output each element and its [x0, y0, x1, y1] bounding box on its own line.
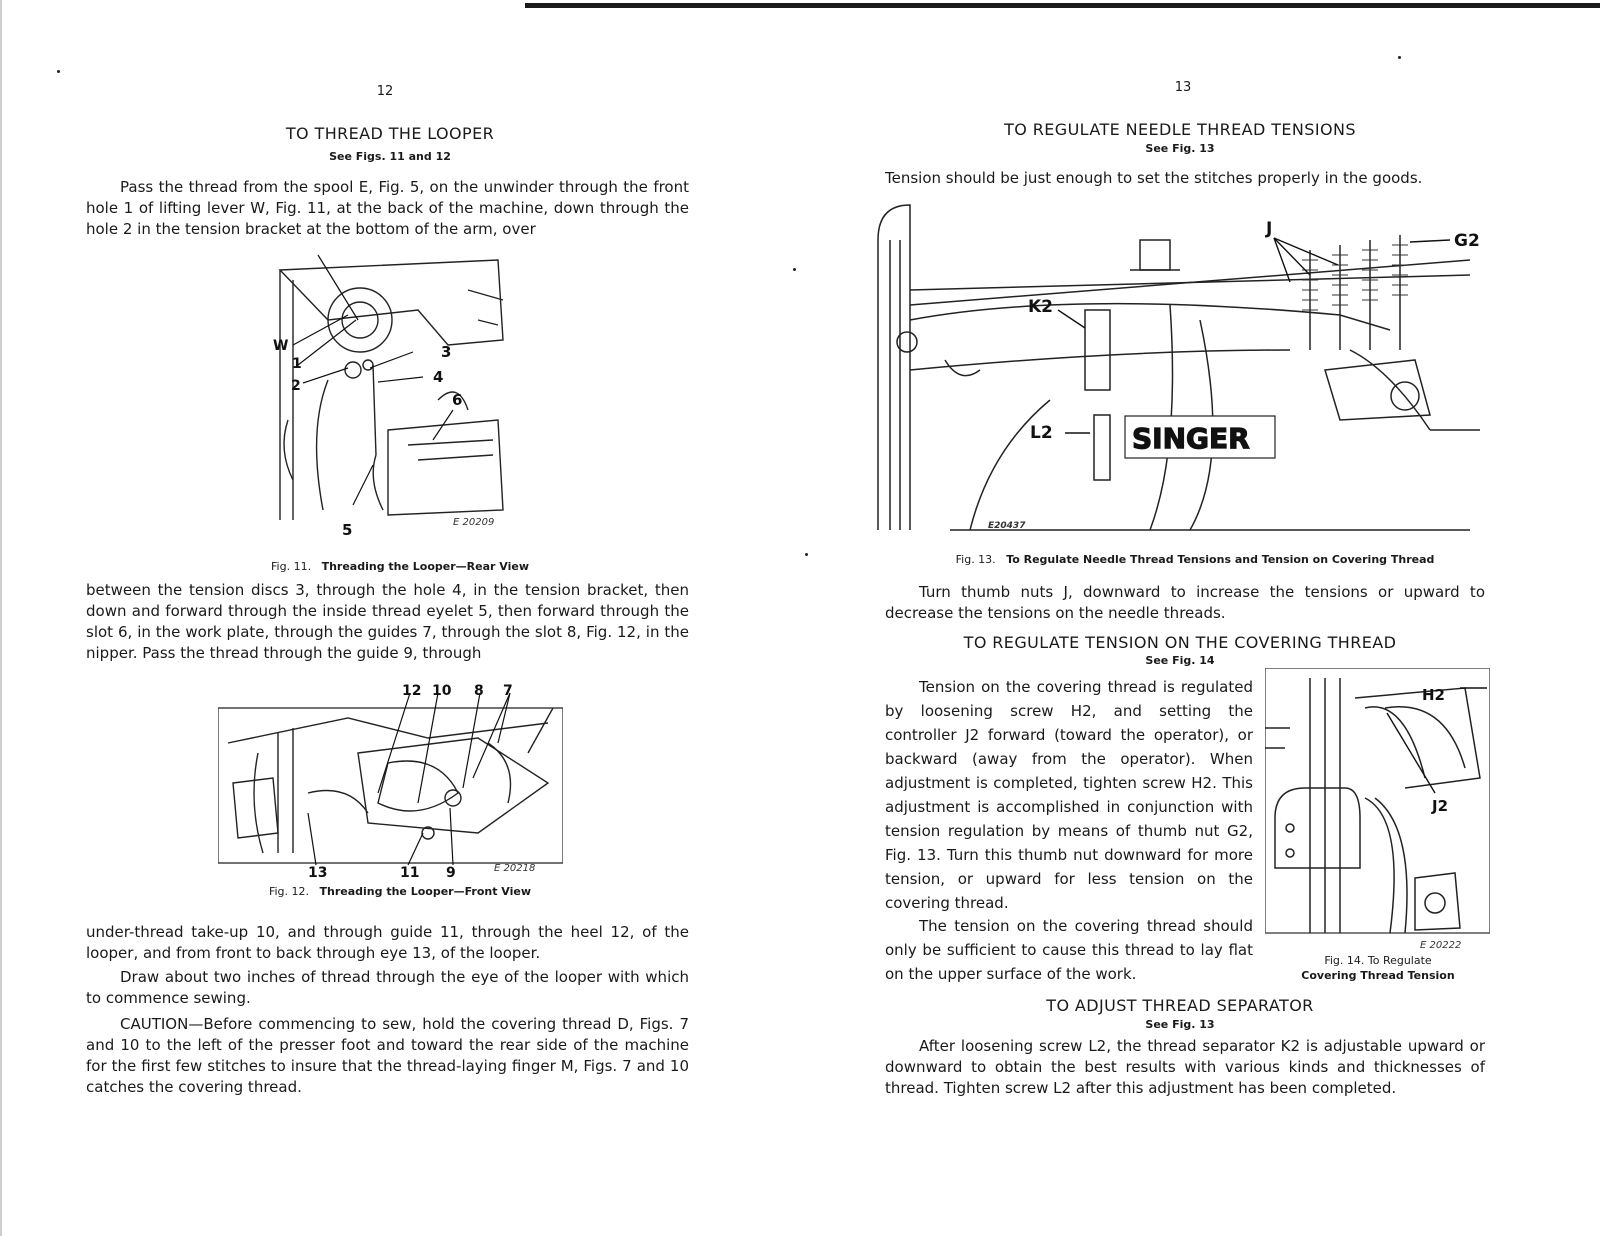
fig14-label-j2: J2	[1432, 797, 1449, 815]
section-heading-thread-looper: TO THREAD THE LOOPER	[285, 124, 495, 143]
section-heading-needle-tensions: TO REGULATE NEEDLE THREAD TENSIONS	[1004, 120, 1356, 139]
fig14-caption-line2: Covering Thread Tension	[1301, 969, 1455, 982]
paragraph-adjust-separator: After loosening screw L2, the thread separator K2 is adjustable upward or downward to obtain the best results with various kinds and thicknesses of thread. Tighten screw L2 after this adjustment has been completed.	[885, 1037, 1485, 1097]
fig13-label-k2: K2	[1028, 297, 1054, 317]
fig13-label-g2: G2	[1454, 231, 1480, 251]
fig11-label-3: 3	[441, 343, 452, 361]
fig12-label-8: 8	[474, 683, 484, 699]
fig12-label-13: 13	[308, 865, 328, 881]
fig13-plate-number: E20437	[988, 521, 1026, 531]
section-heading-thread-separator: TO ADJUST THREAD SEPARATOR	[1046, 996, 1314, 1015]
paragraph-thread-tension: between the tension discs 3, through the hole 4, in the tension bracket, then down and forward through the inside thread eyelet 5, then forward through the slot 6, in the work plate, through the guides 7, through the slot 8, Fig. 12, in the nipper. Pass the thread through the guide 9, through	[86, 581, 689, 662]
page-12	[0, 0, 780, 1236]
paragraph-tension-setting: Tension should be just enough to set the stitches properly in the goods.	[885, 169, 1423, 187]
see-fig-13-note: See Fig. 13	[1145, 142, 1215, 155]
fig12-caption-number: Fig. 12.	[268, 885, 310, 898]
fig14-label-h2: H2	[1422, 686, 1445, 704]
fig11-label-2: 2	[291, 378, 301, 394]
page-13	[790, 0, 1600, 1236]
figure-13-needle-tensions	[870, 200, 1490, 540]
see-fig-14-note: See Fig. 14	[1145, 654, 1215, 667]
page-number: 13	[1174, 80, 1192, 95]
fig11-caption-number: Fig. 11.	[271, 560, 312, 573]
fig14-caption-line1: Fig. 14. To Regulate	[1324, 954, 1432, 967]
paragraph-draw-thread: Draw about two inches of thread through the eye of the looper with which to commence sewing.	[86, 968, 689, 1007]
page-number: 12	[376, 84, 394, 99]
see-fig-13-note-separator: See Fig. 13	[1145, 1018, 1215, 1031]
fig11-label-4: 4	[433, 368, 444, 386]
paragraph-thread-eye: under-thread take-up 10, and through guide 11, through the heel 12, of the looper, and from front to back through eye 13, of the looper.	[86, 923, 689, 962]
fig12-label-10: 10	[432, 683, 452, 699]
paragraph-thread-intro: Pass the thread from the spool E, Fig. 5, on the unwinder through the front hole 1 of lifting lever W, Fig. 11, at the back of the machine, down through the hole 2 in the tension bracket at the bottom of the arm, over	[86, 178, 689, 238]
figure-14-caption	[1268, 953, 1488, 983]
fig11-label-w: W	[273, 338, 289, 354]
figure-11-rear-view	[268, 250, 523, 540]
fig11-label-1: 1	[292, 356, 302, 372]
figure-12-front-view	[218, 683, 563, 883]
fig12-label-11: 11	[400, 865, 420, 881]
paragraph-covering-tension: Tension on the covering thread is regulated by loosening screw H2, and setting the controller J2 forward (toward the operator), or backward (away from the operator). When adjustment is completed, tighten screw H2. This adjustment is accomplished in conjunction with tension regulation by means of thumb nut G2, Fig. 13. Turn this thumb nut downward for more tension, or upward for less tension on the covering thread.	[885, 678, 1253, 912]
fig13-caption-text: To Regulate Needle Thread Tensions and Tension on Covering Thread	[1006, 553, 1435, 566]
fig13-label-j: J	[1266, 219, 1273, 239]
fig11-label-6: 6	[452, 391, 463, 409]
fig13-brand-singer: SINGER	[1132, 422, 1250, 455]
fig11-label-5: 5	[342, 521, 353, 539]
fig12-label-12: 12	[402, 683, 422, 699]
see-figs-note: See Figs. 11 and 12	[329, 150, 451, 163]
paragraph-covering-flat: The tension on the covering thread should only be sufficient to cause this thread to lay flat on the upper surface of the work.	[885, 917, 1253, 983]
fig13-label-l2: L2	[1030, 423, 1053, 443]
fig11-caption-text: Threading the Looper—Rear View	[321, 560, 529, 573]
figure-13-caption	[885, 553, 1505, 566]
fig11-plate-number: E 20209	[453, 517, 495, 528]
figure-14-covering-tension	[1265, 668, 1490, 950]
fig12-plate-number: E 20218	[494, 863, 536, 874]
paragraph-caution: CAUTION—Before commencing to sew, hold the covering thread D, Figs. 7 and 10 to the left of the presser foot and toward the rear side of the machine for the first few stitches to insure that the thread-laying finger M, Figs. 7 and 10 catches the covering thread.	[86, 1015, 689, 1096]
fig13-caption-number: Fig. 13.	[955, 553, 996, 566]
section-heading-covering-thread: TO REGULATE TENSION ON THE COVERING THREAD	[963, 633, 1397, 652]
figure-12-caption	[200, 885, 600, 898]
figure-11-caption	[200, 560, 600, 573]
paragraph-thumb-nuts: Turn thumb nuts J, downward to increase the tensions or upward to decrease the tensions on the needle threads.	[885, 583, 1485, 622]
fig12-caption-text: Threading the Looper—Front View	[319, 885, 532, 898]
fig12-label-7: 7	[503, 683, 513, 699]
fig14-plate-number: E 20222	[1420, 940, 1462, 950]
fig12-label-9: 9	[446, 865, 456, 881]
